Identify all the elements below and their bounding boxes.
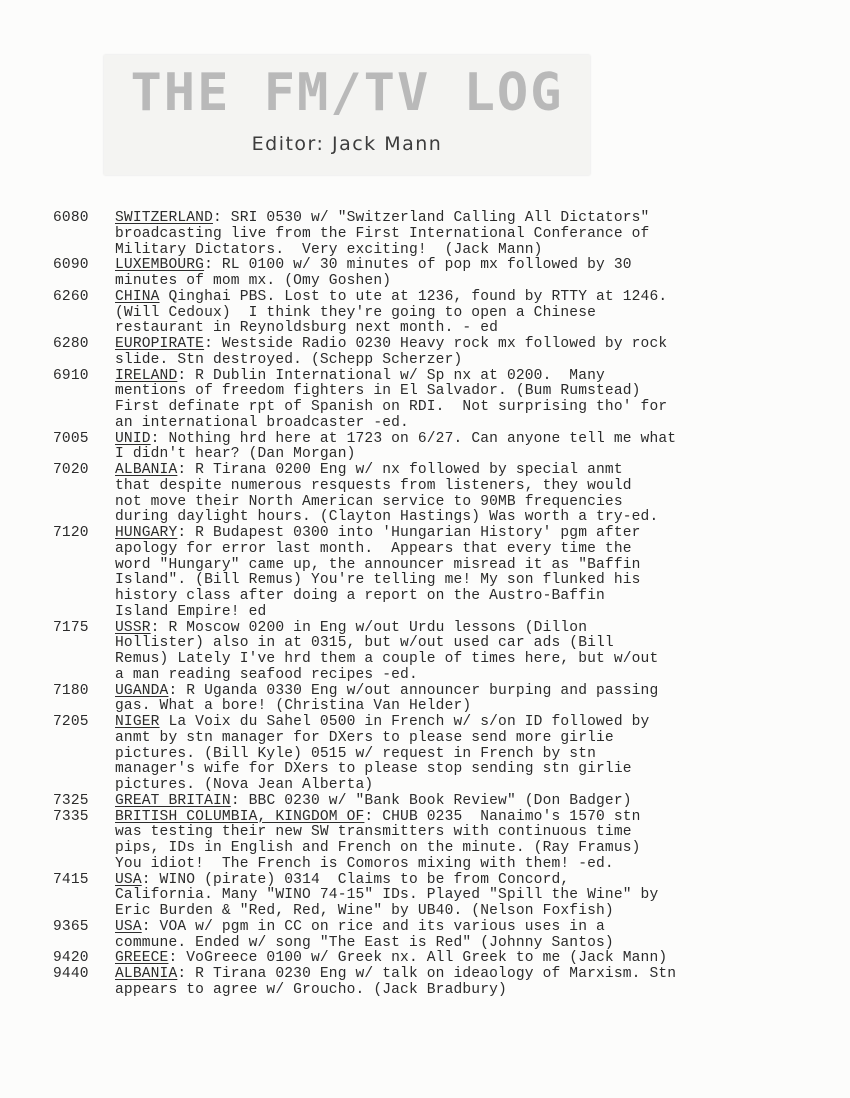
entry-line-text: Island Empire! ed: [115, 603, 267, 620]
entry-line: [115, 668, 843, 684]
entry-line: [115, 589, 843, 605]
location: UGANDA: [115, 682, 169, 699]
entry-text: [115, 794, 843, 810]
log-entry: [53, 463, 843, 526]
entry-text: [115, 463, 843, 526]
entry-line-text: : R Moscow 0200 in Eng w/out Urdu lessons (Dillon: [150, 619, 588, 636]
log-entry: [53, 873, 843, 920]
log-entry: [53, 951, 843, 967]
location: GREECE: [115, 950, 169, 967]
entry-line-text: : RL 0100 w/ 30 minutes of pop mx followed by 30: [204, 257, 632, 274]
entry-line: [115, 794, 843, 810]
entry-line-text: La Voix du Sahel 0500 in French w/ s/on ID followed by: [159, 714, 650, 730]
location: ALBANIA: [115, 462, 178, 478]
location: USA: [115, 918, 142, 935]
log-entry: [53, 810, 843, 873]
entry-line: [115, 762, 843, 778]
log-entry: [53, 794, 843, 810]
entry-line: [115, 920, 843, 936]
entry-line: [115, 227, 843, 243]
entry-line: [115, 321, 843, 337]
entry-line-text: : Nothing hrd here at 1723 on 6/27. Can anyone tell me what: [150, 430, 677, 447]
entry-line-text: : R Tirana 0230 Eng w/ talk on ideaology of Marxism. Stn: [177, 966, 677, 982]
location: CHINA: [115, 288, 160, 305]
entry-line-text: minutes of mom mx. (Omy Goshen): [115, 273, 392, 289]
entry-line-text: : Westside Radio 0230 Heavy rock mx followed by rock: [204, 336, 668, 352]
entry-text: [115, 432, 843, 464]
entry-line-text: gas. What a bore! (Christina Van Helder): [115, 698, 472, 715]
entry-text: [115, 258, 843, 290]
entry-line-text: Island". (Bill Remus) You're telling me! My son flunked his: [115, 572, 641, 589]
location: ALBANIA: [115, 966, 178, 982]
entry-line: [115, 825, 843, 841]
entry-text: [115, 873, 843, 920]
entry-line-text: : CHUB 0235 Nanaimo's 1570 stn: [364, 808, 641, 825]
entry-text: [115, 951, 843, 967]
entry-line: [115, 211, 843, 227]
entry-line-text: First definate rpt of Spanish on RDI. Not surprising tho' for: [115, 399, 668, 415]
entry-line-text: manager's wife for DXers to please stop sending stn girlie: [115, 761, 632, 778]
frequency: 7205: [53, 714, 89, 730]
entry-line-text: during daylight hours. (Clayton Hastings) Was worth a try-ed.: [115, 509, 659, 526]
entry-line-text: restaurant in Reynoldsburg next month. - ed: [115, 320, 499, 337]
entry-line: [115, 841, 843, 857]
entry-text: [115, 684, 843, 716]
entry-line: [115, 337, 843, 353]
entry-text: [115, 337, 843, 369]
entry-line-text: word "Hungary" came up, the announcer misread it as "Baffin: [115, 556, 641, 573]
editor-credit: Editor: Jack Mann: [251, 133, 443, 155]
log-entry: [53, 258, 843, 290]
entry-line-text: that despite numerous resquests from listeners, they would: [115, 477, 632, 494]
entry-line-text: (Will Cedoux) I think they're going to open a Chinese: [115, 304, 597, 321]
frequency: 7335: [53, 808, 89, 825]
page-title: THE FM/TV LOG: [130, 63, 564, 123]
frequency: 7175: [53, 619, 89, 636]
entry-line: [115, 747, 843, 763]
frequency: 6090: [53, 257, 89, 274]
entry-line-text: : R Budapest 0300 into 'Hungarian History' pgm after: [177, 525, 641, 541]
log-entry: [53, 369, 843, 432]
entry-line-text: not move their North American service to 90MB frequencies: [115, 493, 623, 510]
frequency: 6260: [53, 288, 89, 305]
log-entry: [53, 432, 843, 464]
entry-line: [115, 353, 843, 369]
entry-line: [115, 731, 843, 747]
entry-line: [115, 290, 843, 306]
entry-line-text: : R Dublin International w/ Sp nx at 0200. Many: [177, 367, 605, 384]
entry-line: [115, 652, 843, 668]
entry-line: [115, 983, 843, 999]
entry-line-text: : VoGreece 0100 w/ Greek nx. All Greek to me (Jack Mann): [168, 950, 668, 967]
entry-line-text: Eric Burden & "Red, Red, Wine" by UB40. (Nelson Foxfish): [115, 903, 614, 919]
entry-line-text: apology for error last month. Appears that every time the: [115, 540, 632, 557]
entry-line: [115, 400, 843, 416]
entry-text: [115, 526, 843, 621]
log-entry: [53, 967, 843, 999]
location: UNID: [115, 430, 151, 447]
entry-line: [115, 699, 843, 715]
frequency: 7005: [53, 430, 89, 447]
entry-line-text: California. Many "WINO 74-15" IDs. Played "Spill the Wine" by: [115, 887, 659, 904]
entry-text: [115, 810, 843, 873]
entry-line: [115, 495, 843, 511]
entry-line-text: a man reading seafood recipes -ed.: [115, 666, 418, 683]
entry-line-text: : VOA w/ pgm in CC on rice and its various uses in a: [141, 918, 605, 935]
entry-line: [115, 778, 843, 794]
entry-line-text: You idiot! The French is Comoros mixing with them! -ed.: [115, 855, 614, 872]
frequency: 9420: [53, 950, 89, 967]
entry-line-text: : SRI 0530 w/ "Switzerland Calling All Dictators": [212, 210, 650, 226]
location: IRELAND: [115, 367, 178, 384]
frequency: 7325: [53, 792, 89, 809]
entry-line-text: history class after doing a report on the Austro-Baffin: [115, 588, 605, 604]
entry-line: [115, 447, 843, 463]
entry-text: [115, 920, 843, 952]
entry-line: [115, 621, 843, 637]
entry-line: [115, 510, 843, 526]
location: EUROPIRATE: [115, 336, 205, 352]
location: USSR: [115, 619, 151, 636]
location: HUNGARY: [115, 525, 178, 541]
frequency: 6080: [53, 210, 89, 226]
entry-line: [115, 479, 843, 495]
entry-line: [115, 432, 843, 448]
entry-line: [115, 416, 843, 432]
location: USA: [115, 871, 142, 888]
entry-line-text: Qinghai PBS. Lost to ute at 1236, found by RTTY at 1246.: [159, 288, 668, 305]
entry-line-text: an international broadcaster -ed.: [115, 414, 409, 431]
log-entry: [53, 337, 843, 369]
frequency: 7180: [53, 682, 89, 699]
log-entry: [53, 684, 843, 716]
entry-text: [115, 369, 843, 432]
entry-text: [115, 967, 843, 999]
log-entry: [53, 211, 843, 258]
entry-line-text: Remus) Lately I've hrd them a couple of times here, but w/out: [115, 651, 659, 667]
entry-line: [115, 951, 843, 967]
location: LUXEMBOURG: [115, 257, 205, 274]
entry-line: [115, 573, 843, 589]
entry-line: [115, 258, 843, 274]
log-entries: [53, 211, 843, 999]
entry-line: [115, 243, 843, 259]
entry-line-text: : BBC 0230 w/ "Bank Book Review" (Don Badger): [230, 792, 632, 809]
entry-line: [115, 384, 843, 400]
entry-line-text: Hollister) also in at 0315, but w/out used car ads (Bill: [115, 635, 614, 652]
entry-line: [115, 684, 843, 700]
location: NIGER: [115, 714, 160, 730]
entry-line: [115, 810, 843, 826]
entry-line-text: slide. Stn destroyed. (Schepp Scherzer): [115, 351, 463, 368]
entry-line: [115, 463, 843, 479]
entry-line: [115, 936, 843, 952]
entry-text: [115, 621, 843, 684]
entry-line: [115, 857, 843, 873]
entry-line: [115, 605, 843, 621]
entry-line: [115, 873, 843, 889]
entry-line: [115, 369, 843, 385]
location: SWITZERLAND: [115, 210, 213, 226]
location: GREAT BRITAIN: [115, 792, 231, 809]
entry-line-text: commune. Ended w/ song "The East is Red" (Johnny Santos): [115, 934, 614, 951]
entry-line-text: broadcasting live from the First International Conferance of: [115, 225, 650, 242]
entry-line: [115, 526, 843, 542]
log-entry: [53, 715, 843, 794]
entry-line-text: : R Tirana 0200 Eng w/ nx followed by special anmt: [177, 462, 623, 478]
log-entry: [53, 621, 843, 684]
entry-line: [115, 542, 843, 558]
entry-line-text: : WINO (pirate) 0314 Claims to be from Concord,: [141, 871, 570, 888]
log-entry: [53, 290, 843, 337]
frequency: 7020: [53, 462, 89, 478]
entry-line: [115, 967, 843, 983]
entry-line: [115, 715, 843, 731]
frequency: 9440: [53, 966, 89, 982]
entry-line-text: Military Dictators. Very exciting! (Jack Mann): [115, 241, 543, 258]
entry-line: [115, 274, 843, 290]
entry-line: [115, 306, 843, 322]
entry-line-text: pictures. (Bill Kyle) 0515 w/ request in French by stn: [115, 745, 597, 762]
entry-text: [115, 715, 843, 794]
entry-line-text: mentions of freedom fighters in El Salvador. (Bum Rumstead): [115, 383, 641, 400]
header-box: [104, 55, 590, 175]
frequency: 6910: [53, 367, 89, 384]
entry-line-text: : R Uganda 0330 Eng w/out announcer burping and passing: [168, 682, 659, 699]
frequency: 6280: [53, 336, 89, 352]
frequency: 7415: [53, 871, 89, 888]
entry-line-text: appears to agree w/ Groucho. (Jack Bradbury): [115, 981, 507, 998]
entry-line-text: pictures. (Nova Jean Alberta): [115, 777, 374, 793]
location: BRITISH COLUMBIA, KINGDOM OF: [115, 808, 365, 825]
entry-line: [115, 904, 843, 920]
entry-line: [115, 888, 843, 904]
entry-line-text: was testing their new SW transmitters with continuous time: [115, 824, 632, 841]
entry-line-text: pips, IDs in English and French on the minute. (Ray Framus): [115, 840, 641, 856]
entry-line: [115, 636, 843, 652]
log-entry: [53, 920, 843, 952]
entry-line-text: anmt by stn manager for DXers to please send more girlie: [115, 729, 614, 746]
entry-text: [115, 211, 843, 258]
frequency: 9365: [53, 918, 89, 935]
entry-line: [115, 558, 843, 574]
entry-text: [115, 290, 843, 337]
entry-line-text: I didn't hear? (Dan Morgan): [115, 446, 356, 463]
frequency: 7120: [53, 525, 89, 541]
log-entry: [53, 526, 843, 621]
